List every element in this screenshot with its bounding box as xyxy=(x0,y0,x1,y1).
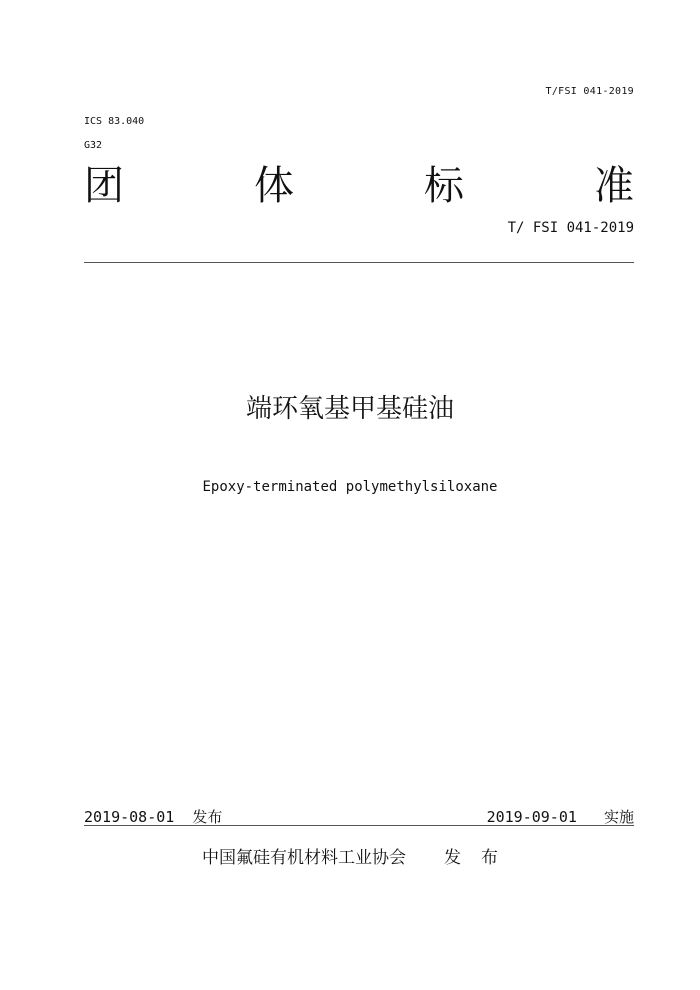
standard-type-char: 标 xyxy=(424,163,464,209)
top-divider xyxy=(84,262,634,263)
standard-type-char: 团 xyxy=(84,163,124,209)
publisher-name: 中国氟硅有机材料工业协会 xyxy=(202,848,406,868)
ccs-code: G32 xyxy=(84,140,103,151)
issue-label: 发布 xyxy=(192,808,223,826)
implement-date-block xyxy=(487,806,634,827)
standard-type-char: 体 xyxy=(254,163,294,209)
publish-char-2: 布 xyxy=(481,848,498,868)
standard-type-title xyxy=(84,160,634,212)
document-id-top: T/FSI 041-2019 xyxy=(545,86,634,97)
issue-date-block xyxy=(84,806,222,827)
ics-code: ICS 83.040 xyxy=(84,116,145,127)
implement-date: 2019-09-01 xyxy=(486,808,577,826)
document-id: T/ FSI 041-2019 xyxy=(507,220,634,236)
implement-label: 实施 xyxy=(603,808,634,826)
issue-date: 2019-08-01 xyxy=(84,808,175,826)
english-title: Epoxy-terminated polymethylsiloxane xyxy=(202,479,498,495)
publisher-line xyxy=(0,843,700,868)
bottom-divider xyxy=(84,825,634,826)
chinese-title: 端环氧基甲基硅油 xyxy=(245,394,454,424)
standard-type-char: 准 xyxy=(594,163,634,209)
publish-char-1: 发 xyxy=(444,848,461,868)
